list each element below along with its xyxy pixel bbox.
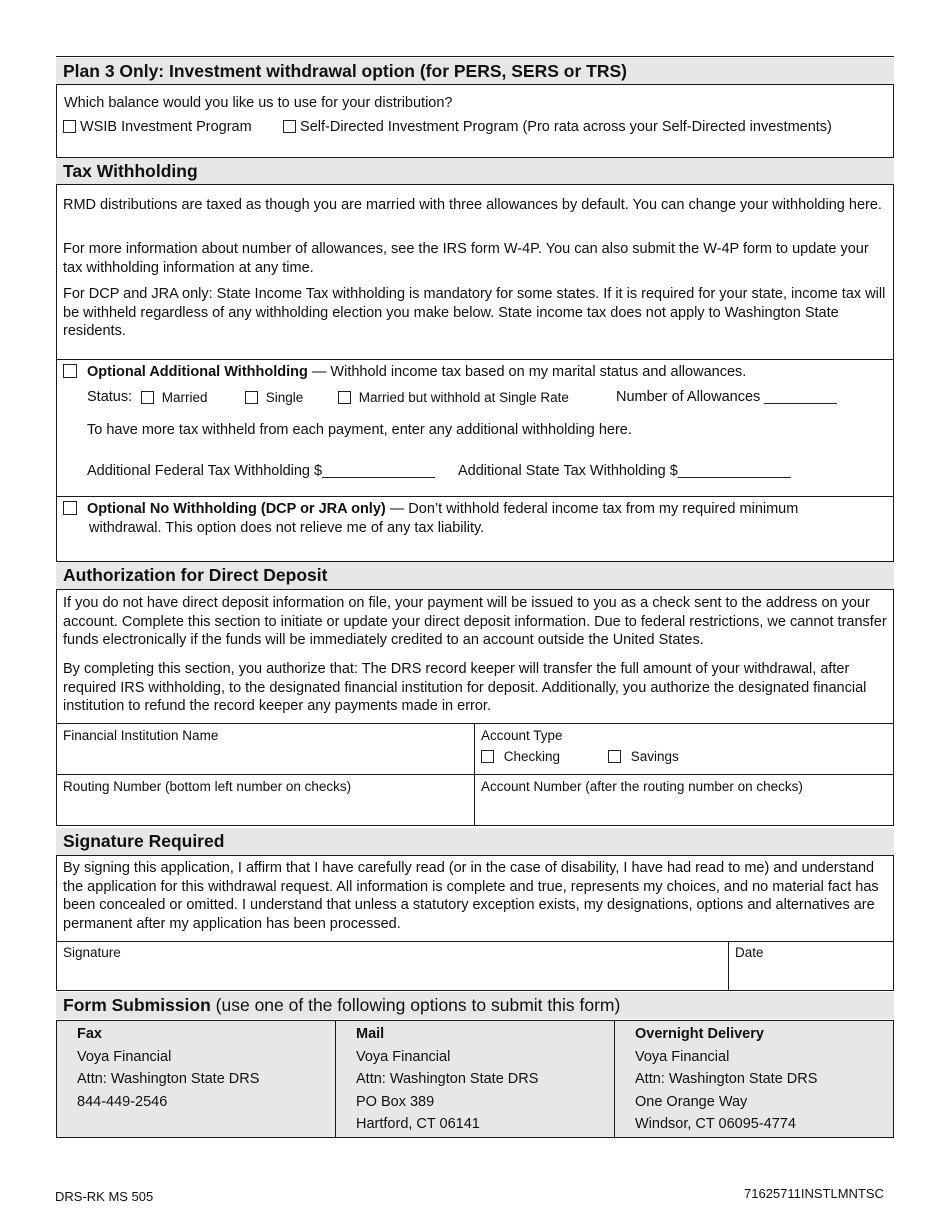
- submission-header: [56, 992, 894, 1019]
- plan3-option-self-directed[interactable]: [283, 119, 832, 135]
- optional-no-withholding[interactable]: [63, 501, 798, 517]
- fax-column: [77, 1023, 259, 1113]
- tax-divider-2: [56, 496, 894, 497]
- submission-divider-2: [614, 1020, 615, 1138]
- footer-code: 71625711INSTLMNTSC: [744, 1186, 884, 1201]
- no-withholding-text: — Don’t withhold federal income tax from my required minimum: [385, 501, 799, 517]
- deposit-para-1: If you do not have direct deposit information on file, your payment will be issued to you as a check sent to the address on your account. Complete this section to initiate or update your direct deposit information. Due to federal restrictions, we cannot transfer funds electronically if the funds will be immediately credited to an account outside the United States.: [63, 595, 887, 648]
- more-withheld-text: To have more tax withheld from each payment, enter any additional withholding here.: [87, 422, 632, 438]
- account-type-label: Account Type: [481, 728, 563, 743]
- mail-heading: Mail: [356, 1026, 385, 1042]
- routing-number-field[interactable]: Routing Number (bottom left number on checks): [63, 779, 352, 794]
- additional-withholding-title: Optional Additional Withholding: [87, 364, 308, 380]
- checking-label: Checking: [503, 749, 561, 764]
- state-withholding-field[interactable]: Additional State Tax Withholding $______________: [458, 463, 791, 479]
- married-checkbox[interactable]: [141, 391, 154, 404]
- submission-title: Form Submission: [63, 995, 211, 1015]
- checking-checkbox[interactable]: [481, 750, 494, 763]
- single-label: Single: [265, 390, 304, 405]
- fax-line-1: Voya Financial: [77, 1048, 172, 1065]
- no-withholding-checkbox[interactable]: [63, 501, 77, 515]
- savings-checkbox[interactable]: [608, 750, 621, 763]
- overnight-line-3: One Orange Way: [635, 1093, 748, 1110]
- self-directed-checkbox[interactable]: [283, 120, 296, 133]
- married-single-rate-label: Married but withhold at Single Rate: [358, 390, 569, 405]
- deposit-header: Authorization for Direct Deposit: [56, 562, 894, 589]
- mail-line-3: PO Box 389: [356, 1093, 435, 1110]
- number-of-allowances-field[interactable]: Number of Allowances _________: [616, 389, 837, 405]
- plan3-question: Which balance would you like us to use for your distribution?: [64, 95, 453, 111]
- tax-para-1: RMD distributions are taxed as though you are married with three allowances by default. You can change your withholding here.: [63, 197, 882, 213]
- tax-para-3: For DCP and JRA only: State Income Tax withholding is mandatory for some states. If it is required for your state, income tax will be withheld regardless of any withholding election you make below. State income tax does not apply to Washington State residents.: [63, 286, 886, 339]
- federal-withholding-field[interactable]: Additional Federal Tax Withholding $______________: [87, 463, 435, 479]
- overnight-line-2: Attn: Washington State DRS: [635, 1071, 818, 1087]
- mail-line-1: Voya Financial: [356, 1048, 451, 1065]
- optional-additional-withholding[interactable]: [63, 364, 746, 380]
- signature-divider: [56, 941, 894, 942]
- married-single-rate-checkbox[interactable]: [338, 391, 351, 404]
- submission-divider-1: [335, 1020, 336, 1138]
- tax-divider-1: [56, 359, 894, 360]
- account-number-field[interactable]: Account Number (after the routing number on checks): [481, 779, 803, 794]
- account-type-checking[interactable]: [481, 749, 560, 764]
- date-field[interactable]: Date: [735, 945, 764, 960]
- institution-name-field[interactable]: Financial Institution Name: [63, 728, 219, 743]
- tax-header: Tax Withholding: [56, 158, 894, 184]
- status-married[interactable]: [141, 390, 208, 405]
- additional-withholding-checkbox[interactable]: [63, 364, 77, 378]
- married-label: Married: [161, 390, 208, 405]
- self-directed-label: Self-Directed Investment Program (Pro rata across your Self-Directed investments): [300, 119, 832, 135]
- mail-column: [356, 1023, 538, 1136]
- overnight-line-1: Voya Financial: [635, 1048, 730, 1065]
- signature-para: By signing this application, I affirm that I have carefully read (or in the case of disability, I have had read to me) and understand the application for this withdrawal request. All information is complete and true, represents my choices, and no material fact has been concealed or omitted. I understand that unless a statutory exception exists, my designations, options and alternatives are permanent after my application has been processed.: [63, 860, 879, 932]
- fax-number: 844-449-2546: [77, 1093, 168, 1110]
- wsib-checkbox[interactable]: [63, 120, 76, 133]
- deposit-divider-1: [56, 723, 894, 724]
- deposit-column-divider: [474, 723, 475, 826]
- plan3-option-wsib[interactable]: [63, 119, 252, 135]
- deposit-para-2: By completing this section, you authorize that: The DRS record keeper will transfer the full amount of your withdrawal, after required IRS withholding, to the designated financial institution for deposit. Additionally, you authorize the designated financial institution to refund the record keeper any payments made in error.: [63, 661, 867, 714]
- footer-form-id: DRS-RK MS 505: [55, 1189, 154, 1204]
- signature-column-divider: [728, 941, 729, 991]
- status-married-single-rate[interactable]: [338, 390, 569, 405]
- overnight-heading: Overnight Delivery: [635, 1026, 764, 1042]
- fax-line-2: Attn: Washington State DRS: [77, 1071, 260, 1087]
- mail-line-4: Hartford, CT 06141: [356, 1116, 480, 1132]
- signature-header: Signature Required: [56, 828, 894, 855]
- status-label: Status:: [87, 389, 133, 405]
- overnight-line-4: Windsor, CT 06095-4774: [635, 1116, 796, 1132]
- top-rule: [56, 56, 894, 57]
- single-checkbox[interactable]: [245, 391, 258, 404]
- deposit-divider-2: [56, 774, 894, 775]
- wsib-label: WSIB Investment Program: [80, 119, 252, 135]
- overnight-column: [635, 1023, 817, 1136]
- status-single[interactable]: [245, 390, 303, 405]
- no-withholding-text-2: withdrawal. This option does not relieve me of any tax liability.: [89, 520, 485, 536]
- fax-heading: Fax: [77, 1026, 102, 1042]
- no-withholding-title: Optional No Withholding (DCP or JRA only): [87, 501, 386, 517]
- additional-withholding-text: — Withhold income tax based on my marital status and allowances.: [307, 364, 747, 380]
- tax-para-2: For more information about number of allowances, see the IRS form W-4P. You can also submit the W-4P form to update your tax withholding information at any time.: [63, 241, 869, 276]
- account-type-savings[interactable]: [608, 749, 679, 764]
- plan3-header: Plan 3 Only: Investment withdrawal option (for PERS, SERS or TRS): [56, 58, 894, 84]
- signature-field[interactable]: Signature: [63, 945, 121, 960]
- submission-title-note: (use one of the following options to submit this form): [210, 995, 621, 1015]
- savings-label: Savings: [630, 749, 679, 764]
- mail-line-2: Attn: Washington State DRS: [356, 1071, 539, 1087]
